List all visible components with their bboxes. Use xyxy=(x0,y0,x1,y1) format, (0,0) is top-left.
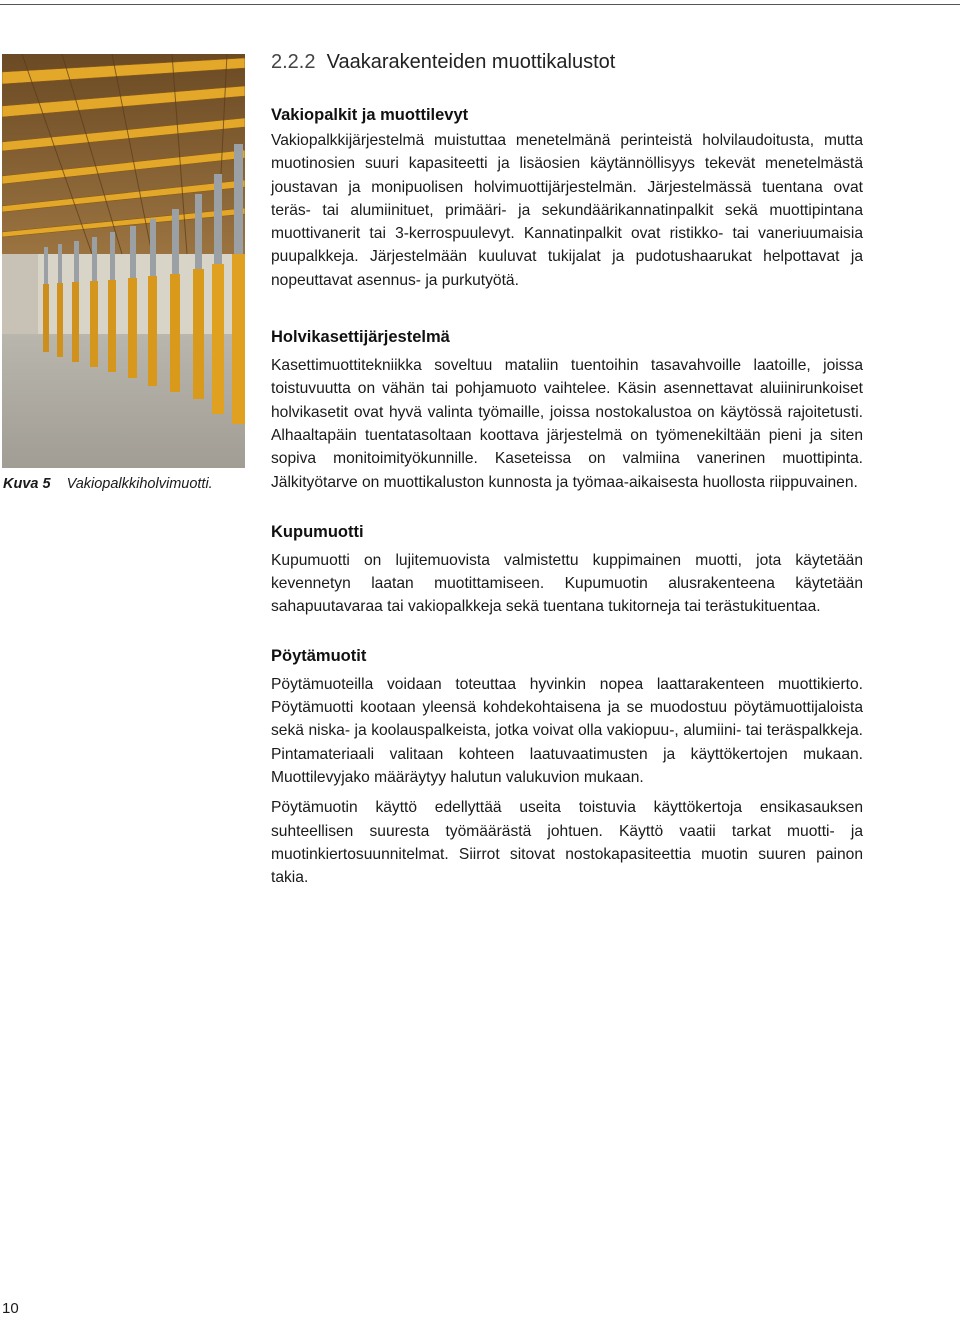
paragraph: Pöytämuoteilla voidaan toteuttaa hyvinkin nopea laattarakenteen muottikierto. Pöytämuotti kootaan yleensä kohdekohtaisena ja se muodostuu pöytämuottijaloista sekä niska- ja koolauspalkeista, jotka voivat olla vakiopuu-, alumiini- tai teräspalkkeja. Pintamateriaali valitaan kohteen laatuvaatimusten ja käyttökertojen mukaan. Muottilevyjako määräytyy halutun valukuvion mukaan. xyxy=(271,675,863,786)
section-number: 2.2.2 xyxy=(271,51,316,73)
formwork-photo xyxy=(2,54,245,468)
subsection-title: Kupumuotti xyxy=(271,522,364,541)
main-content xyxy=(271,48,863,889)
page-number: 10 xyxy=(2,1300,19,1317)
header-rule xyxy=(0,4,960,5)
paragraph: Pöytämuotin käyttö edellyttää useita toistuvia käyttökertoja ensikasauksen suhteellisen suuresta työmäärästä johtuen. Käyttö vaatii tarkat muotti- ja muotinkiertosuunnitelmat. Siirrot sitovat nostokapasiteettia muotin suuren painon takia. xyxy=(271,799,863,887)
paragraph: Kupumuotti on lujitemuovista valmistettu kuppimainen muotti, jota käytetään kevennetyn laatan muotittamiseen. Kupumuotin alusrakenteena käytetään sahapuutavaraa tai vakiopalkkeja sekä tuentana tukitorneja tai terästukituentaa. xyxy=(271,551,863,616)
figure-caption xyxy=(3,476,213,492)
section-title: Vaakarakenteiden muottikalustot xyxy=(326,51,616,73)
subsection-title: Vakiopalkit ja muottilevyt xyxy=(271,106,469,124)
figure-label: Kuva 5 xyxy=(3,476,51,492)
paragraph: Kasettimuottitekniikka soveltuu mataliin tuentoihin tasavahvoille laatoille, joissa toistuvuutta on vähän tai pohjamuoto vaihtelee. Käsin asennettavat aluiinirunkoiset holvikasetit ovat hyvä valinta työmaille, joissa nostokalustoa on käytössä rajoitetusti. Alhaaltapäin tuentatasoltaan koottava järjestelmä on työmenekiltään pieni ja siten sopiva monitoimityökunnille. Kaseteissa on valmiina vanerinen muottipinta. Jälkityötarve on muottikaluston kunnosta ja työmaa-aikaisesta huollosta riippuvainen. xyxy=(271,357,863,491)
section-heading xyxy=(271,48,863,76)
subsection-title: Holvikasettijärjestelmä xyxy=(271,328,450,347)
figure-caption-text: Vakiopalkkiholvimuotti. xyxy=(66,476,213,492)
paragraph: Vakiopalkkijärjestelmä muistuttaa menetelmänä perinteistä holvilaudoitusta, mutta muotinosien suuri kapasiteetti ja lisäosien käytännöllisyys tekevät menetelmästä joustavan ja monipuolisen holvimuottijärjestelmän. Järjestelmässä tuentana ovat teräs- tai alumiinituet, primääri- ja sekundäärikannatinpalkit sekä muottipintana muottivanerit tai 3-kerrospuulevyt. Kannatinpalkit ovat ristikko- tai vaneriuumaisia puupalkkeja. Järjestelmään kuuluvat tukijalat ja pudotushaarukat helpottavat ja nopeuttavat asennus- ja purkutyötä. xyxy=(271,132,863,289)
subsection-title: Pöytämuotit xyxy=(271,646,367,665)
